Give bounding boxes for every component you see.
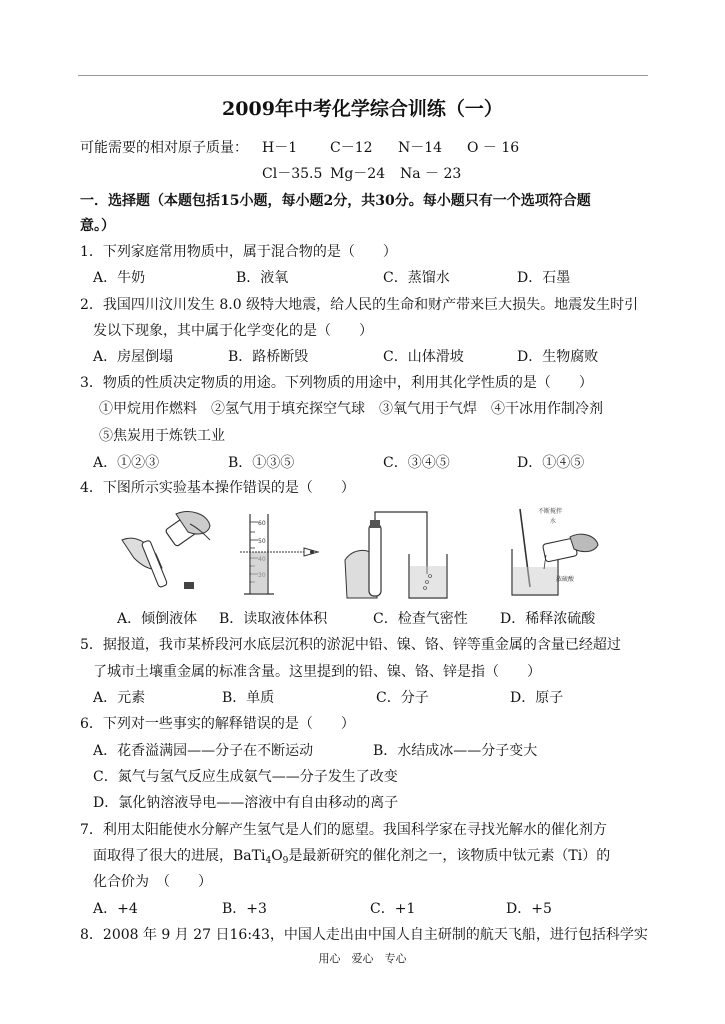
figure-graduated-cylinder (238, 512, 330, 597)
atomic-mass-n: N－14 (398, 140, 443, 156)
q2-option-d: D．生物腐败 (517, 349, 599, 365)
figure-airtightness-check (343, 508, 478, 603)
q7-stem-line2-pre: 面取得了很大的进展，BaTi (93, 848, 266, 864)
q2-option-a: A．房屋倒塌 (93, 349, 174, 365)
q7-stem-line2-o: O (271, 848, 283, 864)
q2-stem-line1: 2．我国四川汶川发生 8.0 级特大地震，给人民的生命和财产带来巨大损失。地震发生时引 (80, 297, 639, 313)
q7-stem-line3: 化合价为 （ ） (93, 874, 212, 890)
atomic-mass-h: H－1 (262, 140, 298, 156)
q2-option-b: B．路桥断毁 (228, 349, 309, 365)
q2-option-c: C．山体滑坡 (383, 349, 464, 365)
atomic-mass-mg: Mg－24 (330, 166, 386, 182)
q3-option-d: D．①④⑤ (517, 455, 585, 471)
top-rule (78, 75, 648, 76)
atomic-mass-o: O － 16 (467, 140, 520, 156)
atomic-mass-cl: Cl－35.5 (262, 166, 323, 182)
page-title: 2009年中考化学综合训练（一） (222, 98, 503, 120)
q1-option-b: B．液氧 (236, 270, 289, 286)
atomic-mass-label: 可能需要的相对原子质量： (80, 140, 248, 156)
q1-stem: 1．下列家庭常用物质中，属于混合物的是（ ） (80, 244, 397, 260)
q7-stem-line1: 7．利用太阳能使水分解产生氢气是人们的愿望。我国科学家在寻找光解水的催化剂方 (80, 822, 607, 838)
q5-option-c: C．分子 (376, 690, 429, 706)
atomic-mass-c: C－12 (330, 140, 373, 156)
q1-option-d: D．石墨 (517, 270, 571, 286)
figure-d-label-water: 水 (550, 518, 557, 525)
section-heading-line2: 意。） (80, 218, 115, 234)
q5-stem-line1: 5．据报道，我市某桥段河水底层沉积的淤泥中铅、镍、铬、锌等重金属的含量已经超过 (80, 637, 621, 653)
q3-option-b: B．①③⑤ (228, 455, 295, 471)
q7-stem-line2-post: 是最新研究的催化剂之一，该物质中钛元素（Ti）的 (288, 848, 611, 864)
q3-items-line2: ⑤焦炭用于炼铁工业 (99, 428, 225, 444)
q4-option-c: C．检查气密性 (373, 611, 468, 627)
q5-option-a: A．元素 (93, 690, 146, 706)
q8-stem-line1: 8．2008 年 9 月 27 日16:43，中国人走出由中国人自主研制的航天飞船，进行包括科学实 (80, 927, 648, 943)
q4-option-a: A．倾倒液体 (117, 611, 198, 627)
atomic-mass-na: Na － 23 (400, 166, 462, 182)
q7-subscript-4: 4 (265, 856, 272, 866)
cylinder-tick-60: 60 (258, 520, 266, 527)
q7-subscript-9: 9 (282, 856, 289, 866)
section-heading-line1: 一．选择题（本题包括15小题，每小题2分，共30分。每小题只有一个选项符合题 (80, 193, 591, 209)
figure-d-label-stir: 不断搅拌 (538, 508, 563, 515)
figure-dilute-acid (498, 505, 603, 600)
q1-option-c: C．蒸馏水 (383, 270, 450, 286)
q5-option-b: B．单质 (222, 690, 275, 706)
q3-items-line1: ①甲烷用作燃料 ②氢气用于填充探空气球 ③氧气用于气焊 ④干冰用作制冷剂 (99, 401, 603, 417)
q6-stem: 6．下列对一些事实的解释错误的是（ ） (80, 716, 355, 732)
q3-stem: 3．物质的性质决定物质的用途。下列物质的用途中，利用其化学性质的是（ ） (80, 375, 593, 391)
q6-option-d: D．氯化钠溶液导电——溶液中有自由移动的离子 (93, 795, 399, 811)
q7-option-a: A．+4 (93, 901, 138, 917)
cylinder-tick-50: 50 (258, 538, 266, 545)
q7-option-c: C．+1 (370, 901, 416, 917)
figure-pouring-liquid (118, 510, 218, 595)
q5-stem-line2: 了城市土壤重金属的标准含量。这里提到的铅、镍、铬、锌是指（ ） (93, 664, 541, 680)
q3-option-a: A．①②③ (93, 455, 160, 471)
q7-option-d: D．+5 (506, 901, 552, 917)
q7-option-b: B．+3 (222, 901, 267, 917)
q6-option-b: B．水结成冰——分子变大 (373, 743, 538, 759)
q5-option-d: D．原子 (510, 690, 564, 706)
page-footer: 用心 爱心 专心 (318, 952, 407, 965)
q6-option-c: C．氮气与氢气反应生成氨气——分子发生了改变 (93, 769, 398, 785)
figure-d-label-acid: 浓硫酸 (556, 576, 575, 583)
q4-option-d: D．稀释浓硫酸 (500, 611, 596, 627)
q4-option-b: B．读取液体体积 (219, 611, 328, 627)
q3-option-c: C．③④⑤ (383, 455, 450, 471)
q1-option-a: A．牛奶 (93, 270, 146, 286)
q4-stem: 4．下图所示实验基本操作错误的是（ ） (80, 480, 355, 496)
q6-option-a: A．花香溢满园——分子在不断运动 (93, 743, 314, 759)
q2-stem-line2: 发以下现象，其中属于化学变化的是（ ） (93, 323, 373, 339)
q7-stem-line2 (93, 845, 610, 866)
